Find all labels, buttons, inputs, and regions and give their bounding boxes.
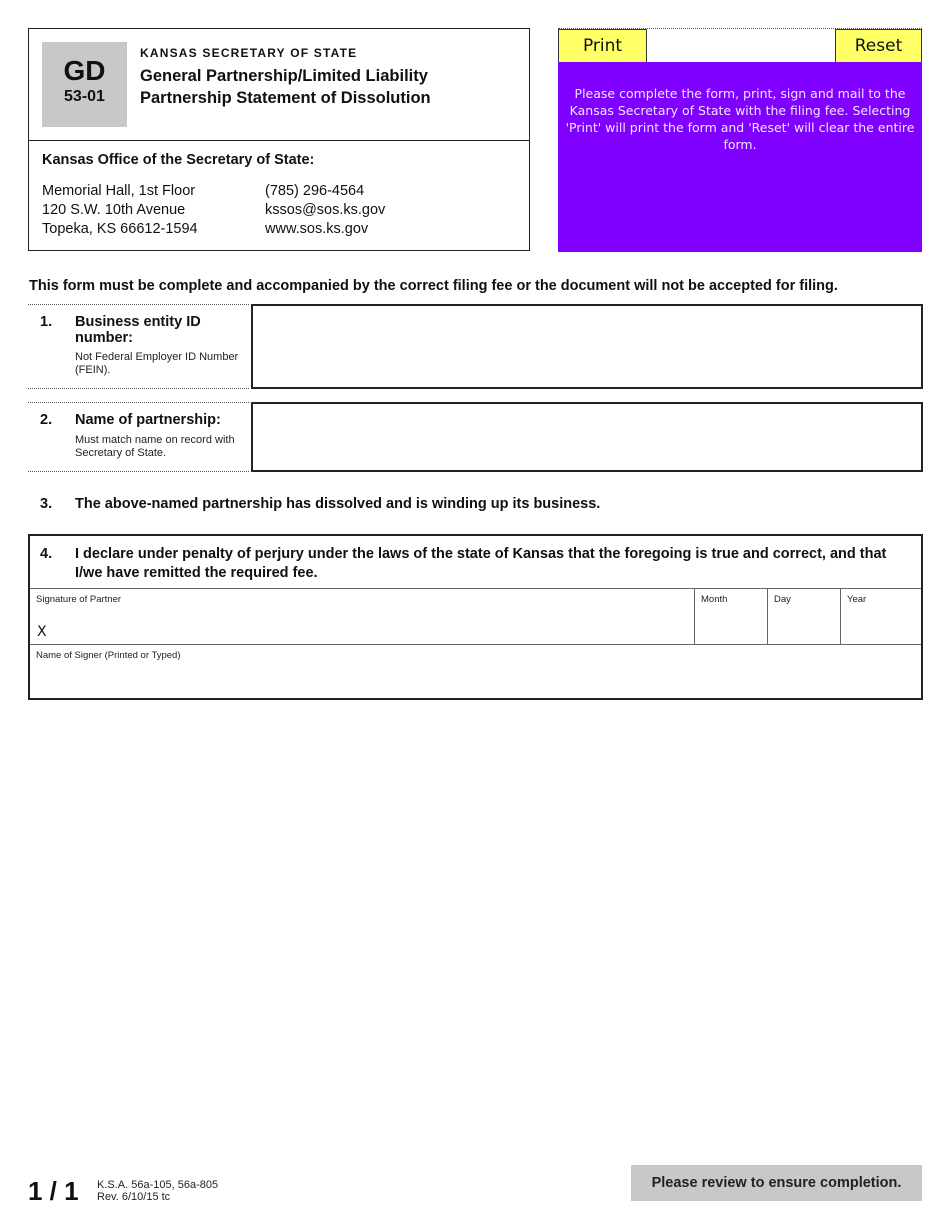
item-number: 3. bbox=[40, 496, 53, 512]
form-code-sub: 53-01 bbox=[64, 88, 105, 105]
month-field[interactable] bbox=[694, 589, 767, 645]
divider bbox=[28, 471, 249, 472]
month-label: Month bbox=[701, 594, 728, 605]
business-id-input[interactable] bbox=[253, 306, 921, 387]
signature-label: Signature of Partner bbox=[36, 594, 122, 605]
address-line: Topeka, KS 66612-1594 bbox=[42, 221, 198, 237]
button-row bbox=[558, 28, 922, 62]
business-id-help: Not Federal Employer ID Number (FEIN). bbox=[75, 351, 239, 376]
declaration-section bbox=[28, 534, 923, 700]
phone-number: (785) 296-4564 bbox=[265, 183, 365, 199]
signature-field[interactable] bbox=[30, 589, 694, 645]
year-label: Year bbox=[847, 594, 867, 605]
form-title-line1: General Partnership/Limited Liability bbox=[140, 67, 428, 85]
day-field[interactable] bbox=[767, 589, 840, 645]
website: www.sos.ks.gov bbox=[265, 221, 369, 237]
year-field[interactable] bbox=[840, 589, 923, 645]
item-number: 4. bbox=[40, 546, 53, 562]
form-title-section bbox=[29, 29, 529, 141]
day-label: Day bbox=[774, 594, 791, 605]
mailing-address bbox=[42, 182, 198, 239]
contact-info bbox=[265, 182, 385, 239]
email-address: kssos@sos.ks.gov bbox=[265, 202, 386, 218]
statute-text: K.S.A. 56a-105, 56a-805 bbox=[97, 1179, 219, 1191]
fee-notice: This form must be complete and accompanied by the correct filing fee or the document will not be accepted for filing. bbox=[29, 278, 838, 294]
partnership-name-input[interactable] bbox=[253, 404, 921, 470]
address-line: 120 S.W. 10th Avenue bbox=[42, 202, 186, 218]
page-number: 1 / 1 bbox=[28, 1176, 79, 1206]
divider bbox=[28, 304, 249, 305]
instruction-panel bbox=[558, 28, 922, 252]
signer-name-label: Name of Signer (Printed or Typed) bbox=[36, 650, 181, 661]
dissolution-statement: The above-named partnership has dissolved and is winding up its business. bbox=[75, 496, 601, 512]
business-id-label: Business entity ID number: bbox=[75, 314, 201, 346]
reset-button[interactable]: Reset bbox=[835, 29, 922, 63]
form-title-line2: Partnership Statement of Dissolution bbox=[140, 89, 431, 107]
instruction-text: Please complete the form, print, sign and mail to the Kansas Secretary of State with the filing fee. Selecting 'Print' will print the form and 'Reset' will clear the entire form. bbox=[558, 62, 922, 252]
print-button[interactable]: Print bbox=[558, 29, 647, 63]
partnership-name-help: Must match name on record with Secretary of State. bbox=[75, 434, 235, 459]
review-notice: Please review to ensure completion. bbox=[631, 1165, 922, 1201]
divider bbox=[28, 388, 249, 389]
partnership-name-label: Name of partnership: bbox=[75, 412, 221, 428]
office-heading: Kansas Office of the Secretary of State: bbox=[42, 152, 315, 168]
revision-text: Rev. 6/10/15 tc bbox=[97, 1191, 171, 1203]
partnership-name-field[interactable] bbox=[251, 402, 923, 472]
address-line: Memorial Hall, 1st Floor bbox=[42, 183, 196, 199]
item-number: 1. bbox=[40, 314, 53, 330]
item-number: 2. bbox=[40, 412, 53, 428]
form-code-main: GD bbox=[63, 55, 106, 86]
declaration-text: I declare under penalty of perjury under the laws of the state of Kansas that the foregoing is true and correct, and that I/we have remitted the required fee. bbox=[75, 546, 887, 581]
divider bbox=[28, 402, 249, 403]
signature-row bbox=[30, 588, 921, 644]
form-code-badge bbox=[42, 42, 127, 127]
form-title bbox=[140, 65, 520, 109]
agency-name: KANSAS SECRETARY OF STATE bbox=[140, 46, 358, 60]
signer-name-field[interactable] bbox=[30, 644, 921, 698]
signature-mark: X bbox=[37, 624, 47, 640]
business-id-field[interactable] bbox=[251, 304, 923, 389]
form-header bbox=[28, 28, 530, 251]
statute-reference bbox=[97, 1179, 218, 1203]
